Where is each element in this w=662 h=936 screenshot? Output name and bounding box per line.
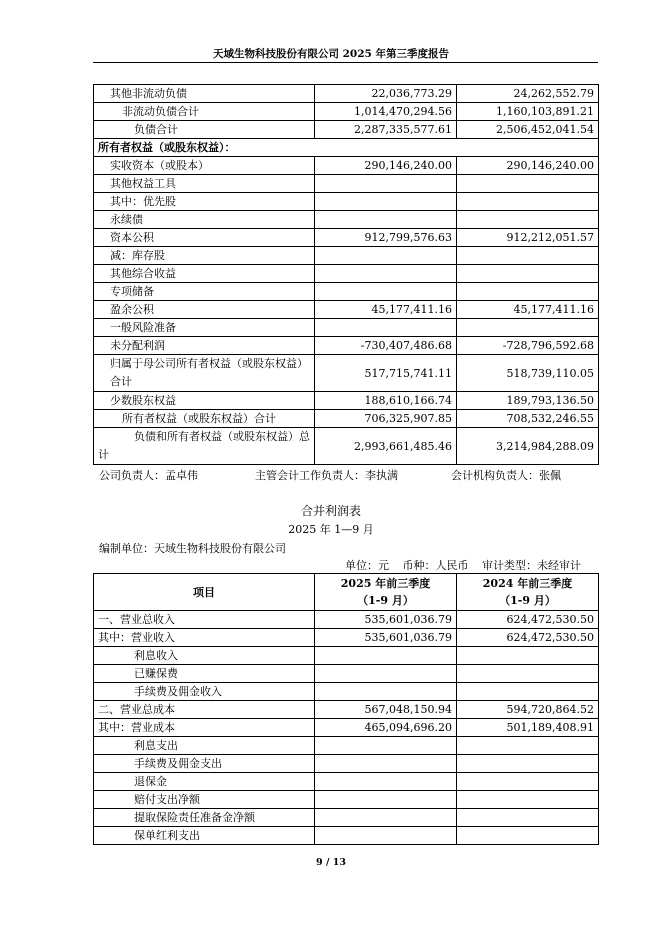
table-row (94, 229, 599, 247)
table-row (94, 773, 599, 791)
accounting-head: 主管会计工作负责人：李执满 (255, 469, 398, 482)
prior-value: 2,506,452,041.54 (457, 121, 599, 139)
current-value (315, 791, 457, 809)
current-value: 290,146,240.00 (315, 157, 457, 175)
row-label: 归属于母公司所有者权益（或股东权益）合计 (94, 355, 315, 392)
table-row (94, 301, 599, 319)
audit-type-label: 审计类型：未经审计 (482, 559, 581, 572)
prior-value: 594,720,864.52 (457, 701, 599, 719)
prior-value: 912,212,051.57 (457, 229, 599, 247)
row-label: 一、营业总收入 (94, 611, 315, 629)
row-label: 负债合计 (94, 121, 315, 139)
prior-value: 518,739,110.05 (457, 355, 599, 392)
current-value: 535,601,036.79 (315, 629, 457, 647)
income-statement-title: 合并利润表 (300, 504, 361, 518)
row-label: 保单红利支出 (94, 827, 315, 845)
prior-value (457, 809, 599, 827)
accounting-org-head: 会计机构负责人：张佩 (451, 469, 561, 482)
prior-value (457, 247, 599, 265)
prior-value: 290,146,240.00 (457, 157, 599, 175)
table-row (94, 247, 599, 265)
current-value: 912,799,576.63 (315, 229, 457, 247)
prior-value (457, 683, 599, 701)
table-row (94, 121, 599, 139)
column-header-prior (457, 574, 599, 611)
preparing-company: 编制单位：天域生物科技股份有限公司 (99, 542, 286, 555)
unit-label: 单位：元 (345, 559, 389, 572)
table-row (94, 193, 599, 211)
row-label: 其他综合收益 (94, 265, 315, 283)
current-value (315, 283, 457, 301)
prior-value: 24,262,552.79 (457, 85, 599, 103)
unit-line (345, 557, 597, 573)
current-value: 535,601,036.79 (315, 611, 457, 629)
table-row (94, 611, 599, 629)
row-label: 少数股东权益 (94, 392, 315, 410)
row-label: 其他权益工具 (94, 175, 315, 193)
current-value (315, 193, 457, 211)
row-label: 退保金 (94, 773, 315, 791)
column-header-current-line2: （1-9 月） (357, 594, 414, 607)
current-value (315, 265, 457, 283)
table-row (94, 629, 599, 647)
income-statement-period: 2025 年 1—9 月 (288, 523, 374, 536)
row-label: 已赚保费 (94, 665, 315, 683)
prior-value: 3,214,984,288.09 (457, 428, 599, 465)
table-row (94, 410, 599, 428)
prior-value (457, 193, 599, 211)
current-value: 567,048,150.94 (315, 701, 457, 719)
prior-value: 624,472,530.50 (457, 611, 599, 629)
row-label: 永续债 (94, 211, 315, 229)
prior-value: 45,177,411.16 (457, 301, 599, 319)
prior-value (457, 283, 599, 301)
table-row (94, 319, 599, 337)
prior-value: 708,532,246.55 (457, 410, 599, 428)
table-row (94, 719, 599, 737)
row-label: 提取保险责任准备金净额 (94, 809, 315, 827)
current-value: 517,715,741.11 (315, 355, 457, 392)
prior-value (457, 265, 599, 283)
table-row (94, 683, 599, 701)
section-header-row (94, 139, 599, 157)
current-value (315, 827, 457, 845)
column-header-prior-line1: 2024 年前三季度 (482, 577, 573, 590)
table-row (94, 701, 599, 719)
current-value (315, 319, 457, 337)
current-value (315, 773, 457, 791)
table-row (94, 755, 599, 773)
current-value (315, 809, 457, 827)
column-header-item: 项目 (94, 574, 315, 611)
row-label: 手续费及佣金支出 (94, 755, 315, 773)
report-header-title: 天域生物科技股份有限公司 2025 年第三季度报告 (212, 48, 450, 60)
row-label: 利息收入 (94, 647, 315, 665)
prior-value: 624,472,530.50 (457, 629, 599, 647)
prior-value: 189,793,136.50 (457, 392, 599, 410)
table-row (94, 157, 599, 175)
table-row (94, 827, 599, 845)
row-label: 利息支出 (94, 737, 315, 755)
table-row (94, 647, 599, 665)
header-row (94, 574, 599, 611)
row-label: 实收资本（或股本） (94, 157, 315, 175)
table-row (94, 103, 599, 121)
row-label: 资本公积 (94, 229, 315, 247)
prior-value (457, 647, 599, 665)
equity-section-title: 所有者权益（或股东权益）： (94, 139, 599, 157)
balance-sheet-table (93, 84, 599, 465)
current-value (315, 247, 457, 265)
current-value (315, 665, 457, 683)
currency-label: 币种：人民币 (402, 559, 469, 572)
current-value: -730,407,486.68 (315, 337, 457, 355)
prior-value (457, 737, 599, 755)
row-label: 未分配利润 (94, 337, 315, 355)
current-value (315, 175, 457, 193)
income-statement-table (93, 573, 599, 845)
prior-value (457, 755, 599, 773)
current-value: 45,177,411.16 (315, 301, 457, 319)
row-label: 其他非流动负债 (94, 85, 315, 103)
row-label: 手续费及佣金收入 (94, 683, 315, 701)
row-label: 二、营业总成本 (94, 701, 315, 719)
table-row (94, 665, 599, 683)
row-label: 负债和所有者权益（或股东权益）总计 (94, 428, 315, 465)
current-value (315, 755, 457, 773)
current-value: 188,610,166.74 (315, 392, 457, 410)
table-row (94, 355, 599, 392)
table-row (94, 737, 599, 755)
prior-value: 1,160,103,891.21 (457, 103, 599, 121)
current-value (315, 647, 457, 665)
row-label: 其中：优先股 (94, 193, 315, 211)
prior-value (457, 827, 599, 845)
row-label: 减：库存股 (94, 247, 315, 265)
column-header-current (315, 574, 457, 611)
column-header-current-line1: 2025 年前三季度 (340, 577, 431, 590)
current-value: 1,014,470,294.56 (315, 103, 457, 121)
prior-value (457, 175, 599, 193)
current-value (315, 683, 457, 701)
table-row (94, 211, 599, 229)
company-head: 公司负责人：孟卓伟 (99, 469, 198, 482)
current-value (315, 211, 457, 229)
row-label: 专项储备 (94, 283, 315, 301)
row-label: 其中：营业成本 (94, 719, 315, 737)
row-label: 赔付支出净额 (94, 791, 315, 809)
row-label: 一般风险准备 (94, 319, 315, 337)
current-value: 2,993,661,485.46 (315, 428, 457, 465)
prior-value: -728,796,592.68 (457, 337, 599, 355)
table-row (94, 85, 599, 103)
column-header-prior-line2: （1-9 月） (499, 594, 556, 607)
table-row (94, 428, 599, 465)
prior-value (457, 773, 599, 791)
row-label: 其中：营业收入 (94, 629, 315, 647)
table-row (94, 392, 599, 410)
row-label: 非流动负债合计 (94, 103, 315, 121)
table-row (94, 175, 599, 193)
table-row (94, 809, 599, 827)
table-row (94, 791, 599, 809)
current-value: 465,094,696.20 (315, 719, 457, 737)
table-row (94, 337, 599, 355)
row-label: 所有者权益（或股东权益）合计 (94, 410, 315, 428)
current-value (315, 737, 457, 755)
table-row (94, 265, 599, 283)
prior-value (457, 319, 599, 337)
prior-value (457, 211, 599, 229)
current-value: 2,287,335,577.61 (315, 121, 457, 139)
page-number: 9 / 13 (316, 857, 346, 868)
prior-value (457, 665, 599, 683)
prior-value: 501,189,408.91 (457, 719, 599, 737)
current-value: 22,036,773.29 (315, 85, 457, 103)
row-label: 盈余公积 (94, 301, 315, 319)
current-value: 706,325,907.85 (315, 410, 457, 428)
table-row (94, 283, 599, 301)
header-divider (93, 62, 598, 63)
prior-value (457, 791, 599, 809)
